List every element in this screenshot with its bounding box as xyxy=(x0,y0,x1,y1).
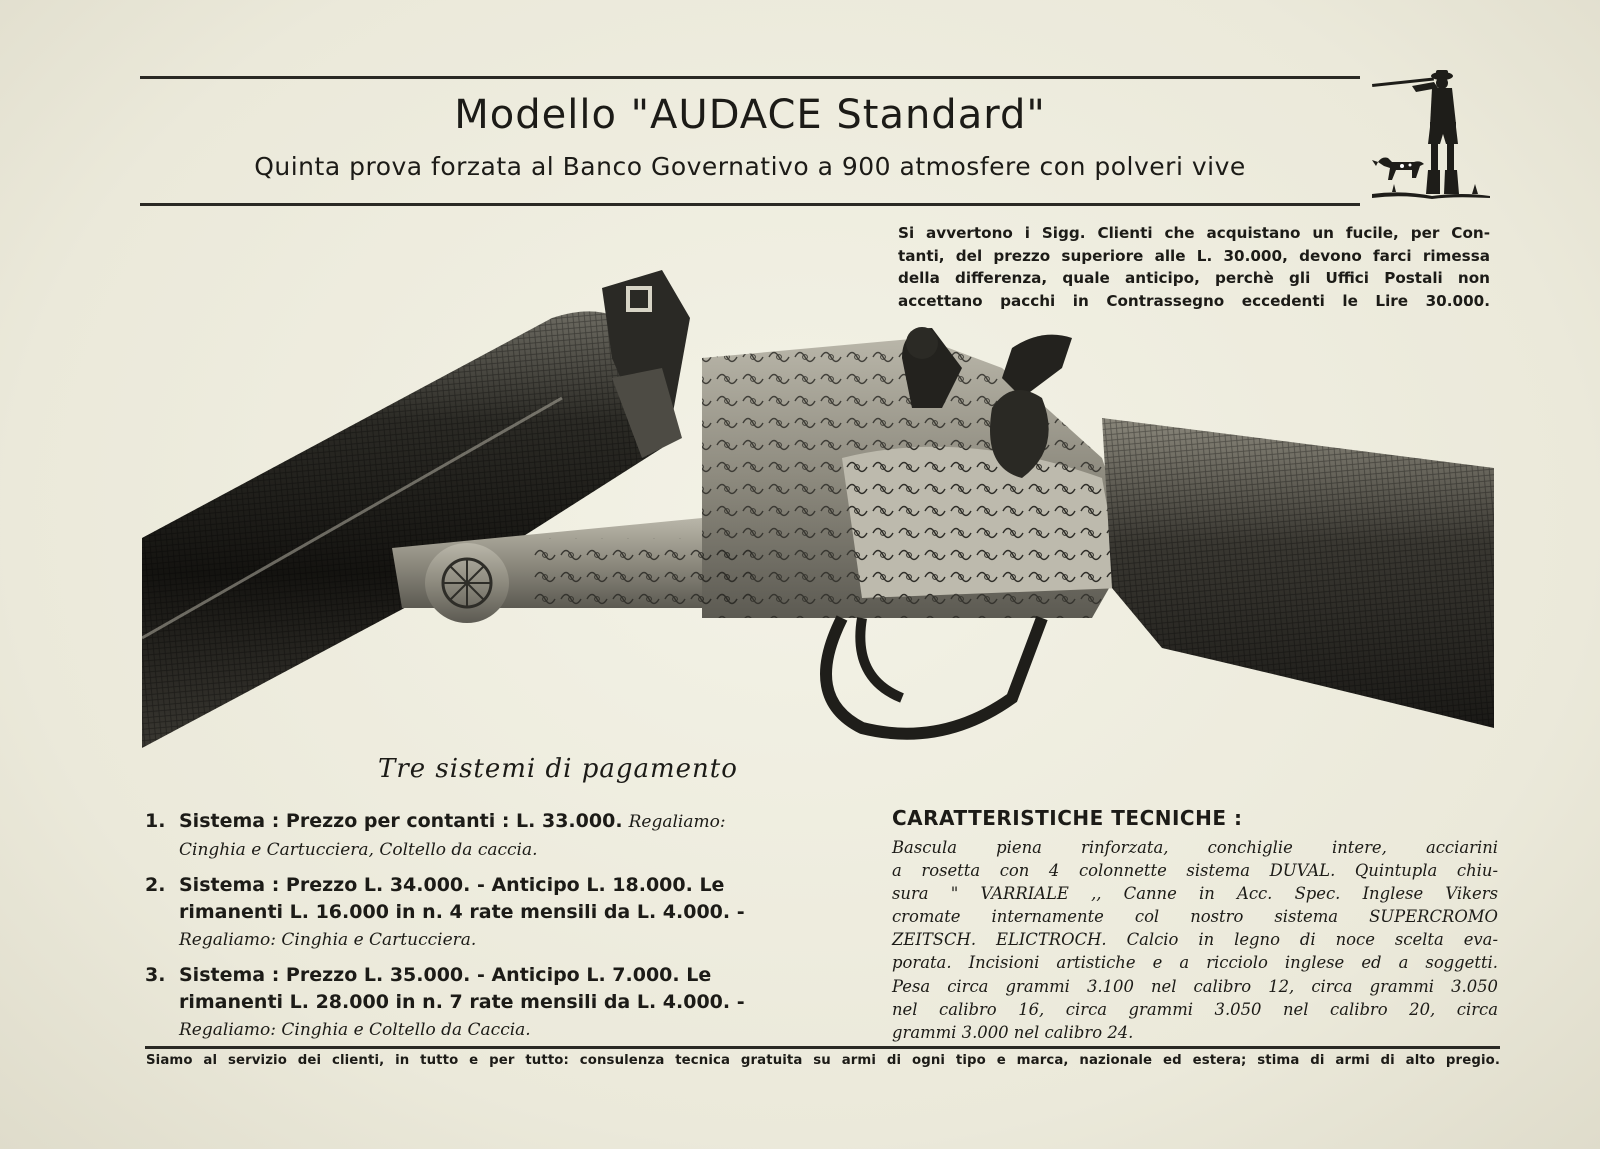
payment-number: 1. xyxy=(145,810,166,832)
tech-line: cromate internamente col nostro sistema SUPERCROMO xyxy=(892,907,1498,927)
tech-heading: CARATTERISTICHE TECNICHE : xyxy=(892,806,1243,830)
tech-line: nel calibro 16, circa grammi 3.050 nel calibro 20, circa xyxy=(892,999,1498,1019)
list-item xyxy=(145,872,770,954)
tech-line: porata. Incisioni artistiche e a ricciolo inglese ed a soggetti. xyxy=(892,953,1498,973)
list-item xyxy=(145,808,770,864)
header-rule-bottom xyxy=(140,203,1360,206)
hunter-with-dog-icon xyxy=(1372,66,1492,214)
page-subtitle: Quinta prova forzata al Banco Governativo a 900 atmosfere con polveri vive xyxy=(254,152,1246,181)
notice-line: tanti, del prezzo superiore alle L. 30.000, devono farci rimessa xyxy=(898,246,1490,265)
notice-line: della differenza, quale anticipo, perchè gli Uffici Postali non xyxy=(898,269,1490,288)
tech-line: Pesa circa grammi 3.100 nel calibro 12, circa grammi 3.050 xyxy=(892,976,1498,996)
payment-gifts: Regaliamo: Cinghia e Coltello da Caccia. xyxy=(179,1020,531,1040)
tech-line: ZEITSCH. ELICTROCH. Calcio in legno di noce scelta eva- xyxy=(892,930,1498,950)
footer-rule xyxy=(145,1046,1500,1049)
tech-line: grammi 3.000 nel calibro 24. xyxy=(892,1022,1134,1042)
header-rule-top xyxy=(140,76,1360,79)
shotgun-illustration xyxy=(142,258,1494,758)
payment-gifts: Regaliamo: Cinghia e Cartucciera. xyxy=(179,930,477,950)
tech-line: sura " VARRIALE ,, Canne in Acc. Spec. Inglese Vikers xyxy=(892,884,1498,904)
payment-list xyxy=(145,808,770,1052)
tech-description xyxy=(892,836,1498,1044)
payment-number: 3. xyxy=(145,964,166,986)
payment-terms: Sistema : Prezzo per contanti : L. 33.000. xyxy=(179,810,623,832)
payment-terms: Sistema : Prezzo L. 34.000. - Anticipo L. 18.000. Le rimanenti L. 16.000 in n. 4 rate mensili da L. 4.000. - xyxy=(179,874,745,923)
notice-line: accettano pacchi in Contrassegno eccedenti le Lire 30.000. xyxy=(898,291,1490,310)
payment-gifts: Regaliamo: Cinghia e Cartucciera, Coltello da caccia. xyxy=(179,812,726,860)
page-title: Modello "AUDACE Standard" xyxy=(454,92,1046,138)
tech-line: a rosetta con 4 colonnette sistema DUVAL. Quintupla chiu- xyxy=(892,861,1498,881)
notice-line: Si avvertono i Sigg. Clienti che acquistano un fucile, per Con- xyxy=(898,224,1490,242)
footer-services-text: Siamo al servizio dei clienti, in tutto e per tutto: consulenza tecnica gratuita su armi di ogni tipo e marca, nazionale ed estera; stima di armi di alto pregio. xyxy=(146,1053,1500,1068)
payment-heading: Tre sistemi di pagamento xyxy=(378,754,738,784)
payment-terms: Sistema : Prezzo L. 35.000. - Anticipo L. 7.000. Le rimanenti L. 28.000 in n. 7 rate mensili da L. 4.000. - xyxy=(179,964,745,1013)
list-item xyxy=(145,962,770,1044)
payment-number: 2. xyxy=(145,874,166,896)
tech-line: Bascula piena rinforzata, conchiglie intere, acciarini xyxy=(892,838,1498,857)
